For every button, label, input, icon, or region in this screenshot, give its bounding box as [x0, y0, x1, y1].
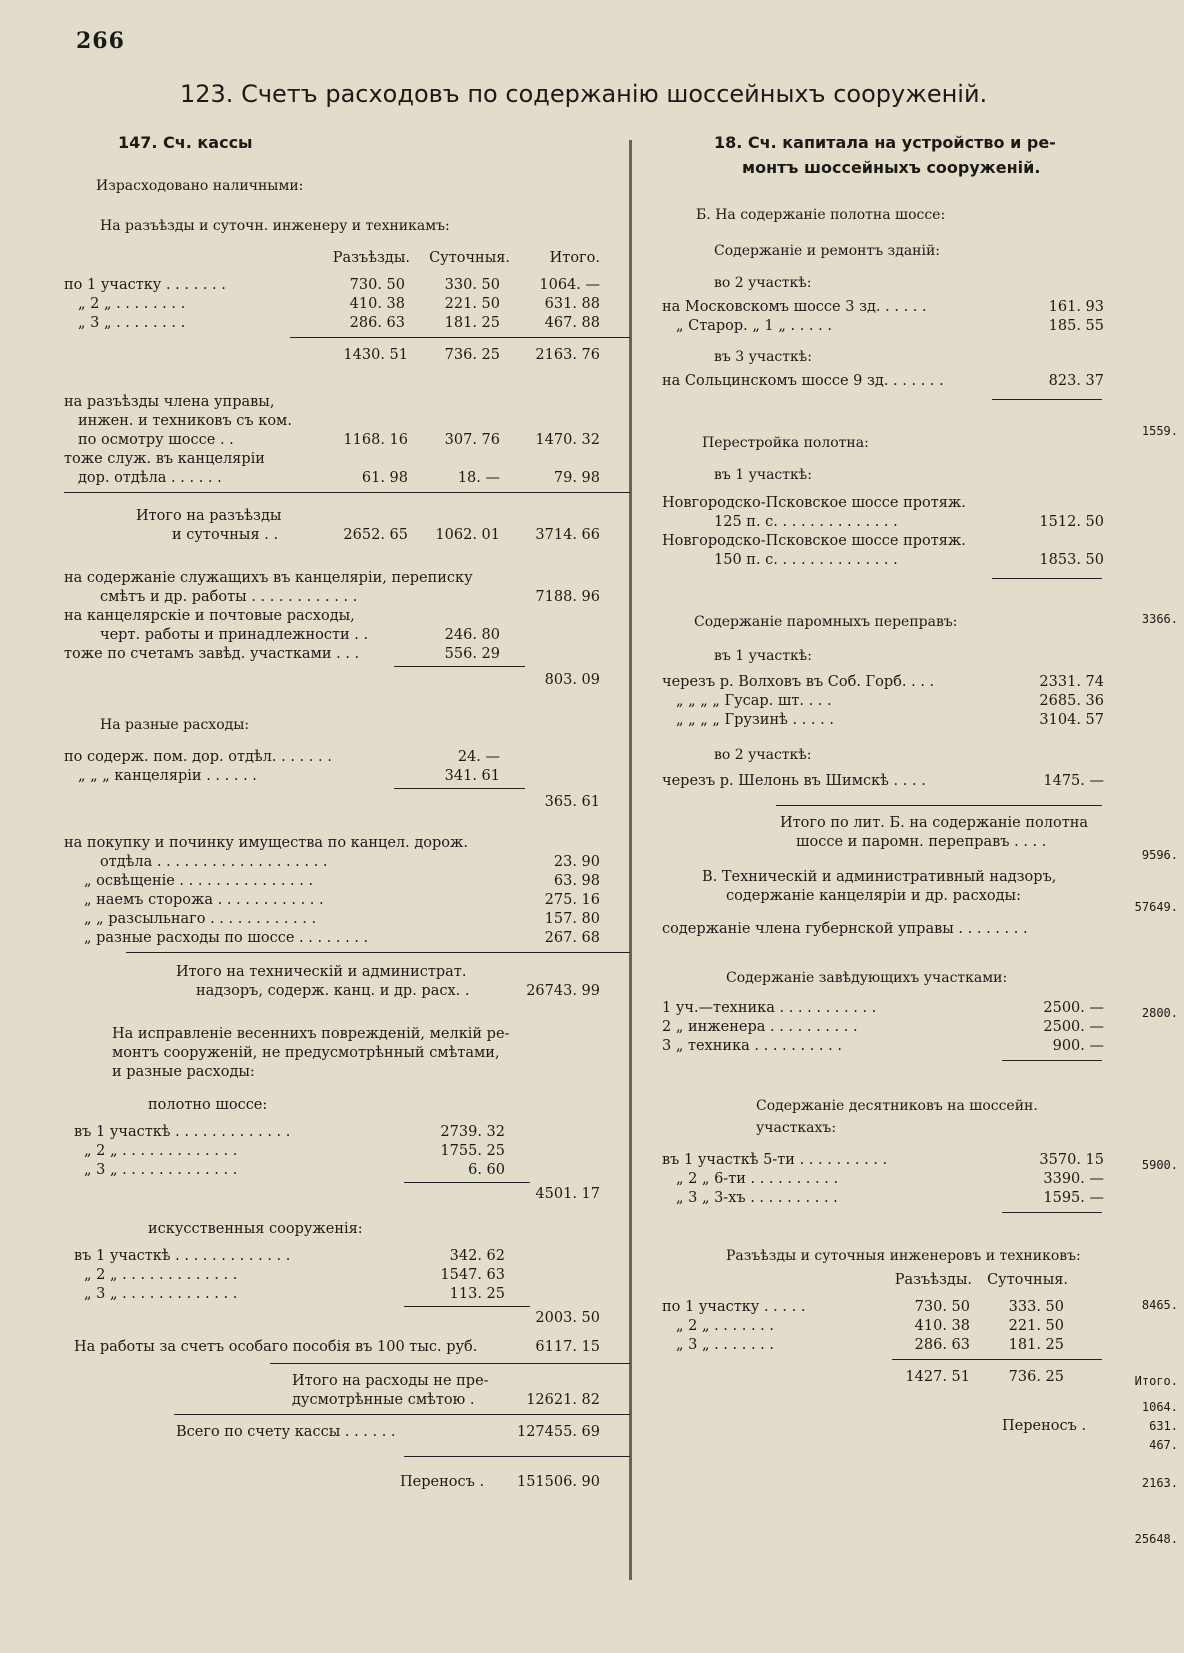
rebuild-1-line-2: 125 п. с. . . . . . . . . . . . . . 1512. 50	[714, 514, 1104, 530]
repair-line-3: и разные расходы:	[112, 1064, 255, 1080]
value: 185. 55	[1048, 318, 1104, 334]
value-total: 26743. 99	[526, 983, 600, 999]
value-daily: 307. 76	[444, 432, 500, 448]
value-total: 365. 61	[544, 794, 600, 810]
row-label: „ 2 „ . . . . . . . .	[78, 296, 186, 312]
value: 556. 29	[444, 646, 500, 662]
value-total: 79. 98	[553, 470, 600, 486]
edge-travel-total-sum: 2163.	[1141, 1476, 1178, 1490]
value-travel: 410. 38	[914, 1318, 970, 1334]
value: 1547. 63	[440, 1267, 505, 1283]
rule	[394, 666, 525, 667]
value-daily: 181. 25	[444, 315, 500, 331]
travel-header-right: Разъѣзды и суточныя инженеровъ и техниковъ:	[726, 1248, 1081, 1264]
travel-right-row-1: по 1 участку . . . . . 730. 50 333. 50	[662, 1299, 1064, 1315]
travel-header: На разъѣзды и суточн. инженеру и техникамъ:	[100, 218, 450, 234]
value-total: 7188. 96	[535, 589, 600, 605]
total-b-line-2: шоссе и паромн. переправъ . . . .	[796, 834, 1047, 850]
v-line-2: содержаніе канцеляріи и др. расходы:	[726, 888, 1021, 904]
travel-total-row	[64, 346, 630, 365]
member-line-1: на разъѣзды члена управы,	[64, 394, 275, 410]
travel-row-2	[64, 295, 630, 314]
value-total: 3714. 66	[535, 527, 600, 543]
value: 275. 16	[544, 892, 600, 908]
rule	[992, 399, 1102, 400]
travel-right-row-3: „ 3 „ . . . . . . . 286. 63 181. 25	[676, 1337, 1064, 1353]
col-header-travel: Разъѣзды.	[894, 1272, 972, 1288]
special-row: На работы за счетъ особаго пособія въ 100 тыс. руб. 6117. 15	[74, 1339, 600, 1355]
value-total: 2003. 50	[535, 1310, 600, 1326]
structures-total	[64, 1309, 630, 1328]
rule	[1002, 1212, 1102, 1213]
col-headers	[64, 249, 630, 268]
value: 1853. 50	[1039, 552, 1104, 568]
rebuild-2-line-1: Новгородско-Псковское шоссе протяж.	[662, 533, 966, 549]
unforeseen-line-2: дусмотрѣнные смѣтою . 12621. 82	[292, 1392, 600, 1408]
row-label: по 1 участку . . . . . . .	[64, 277, 226, 293]
rule	[174, 1414, 630, 1415]
v-line-1: В. Техническій и административный надзоръ,	[702, 869, 1057, 885]
structure-row-2: „ 2 „ . . . . . . . . . . . . . 1547. 63	[84, 1267, 505, 1283]
value: 3104. 57	[1039, 712, 1104, 728]
ferry-row-4: черезъ р. Шелонь въ Шимскѣ . . . . 1475. —	[662, 773, 1104, 789]
edge-sum-ferries: 9596.	[1141, 848, 1178, 862]
value: 23. 90	[553, 854, 600, 870]
value: 161. 93	[1048, 299, 1104, 315]
stationery-total	[64, 671, 630, 690]
edge-travel-total-2: 631.	[1149, 1419, 1178, 1433]
edge-carry-right: 25648.	[1134, 1532, 1178, 1546]
ferry-header: Содержаніе паромныхъ переправъ:	[694, 614, 958, 630]
road-row-3: „ 3 „ . . . . . . . . . . . . . 6. 60	[84, 1162, 505, 1178]
col-header-daily: Суточныя.	[429, 250, 510, 266]
purchase-row-3: „ наемъ сторожа . . . . . . . . . . . . 275. 16	[84, 892, 600, 908]
value: 2331. 74	[1039, 674, 1104, 690]
left-column	[64, 130, 630, 1492]
stationery-line-2: черт. работы и принадлежности . . 246. 80	[100, 627, 500, 643]
edge-col-header-total: Итого.	[1134, 1374, 1178, 1388]
edge-sum-total-b: 57649.	[1134, 900, 1178, 914]
member-line-3: по осмотру шоссе . . 1168. 16 307. 76 1470. 32	[78, 432, 600, 448]
value: 1755. 25	[440, 1143, 505, 1159]
value-travel: 730. 50	[914, 1299, 970, 1315]
value-travel: 61. 98	[361, 470, 408, 486]
right-column	[662, 130, 1102, 1436]
value: 2739. 32	[440, 1124, 505, 1140]
ferry-row-3: „ „ „ „ Грузинѣ . . . . . 3104. 57	[676, 712, 1104, 728]
office-line-2: дор. отдѣла . . . . . . 61. 98 18. — 79. 98	[78, 470, 600, 486]
travel-row-3	[64, 314, 630, 333]
value-daily: 333. 50	[1008, 1299, 1064, 1315]
value: 2685. 36	[1039, 693, 1104, 709]
misc-total	[64, 793, 630, 812]
ferry-district-2-label: во 2 участкѣ:	[714, 747, 812, 763]
total-b-line-1: Итого по лит. Б. на содержаніе полотна	[780, 815, 1089, 831]
structure-row-3: „ 3 „ . . . . . . . . . . . . . 113. 25	[84, 1286, 505, 1302]
rule	[404, 1306, 530, 1307]
total-travel-line-1: Итого на разъѣзды	[136, 508, 282, 524]
travel-right-total	[662, 1368, 1102, 1387]
value: 3570. 15	[1039, 1152, 1104, 1168]
edge-travel-total-1: 1064.	[1141, 1400, 1178, 1414]
value-total: 2163. 76	[535, 347, 600, 363]
ferry-row-1: черезъ р. Волховъ въ Соб. Горб. . . . 2331. 74	[662, 674, 1104, 690]
value: 900. —	[1052, 1038, 1104, 1054]
manager-row-2: 2 „ инженера . . . . . . . . . . 2500. —	[662, 1019, 1104, 1035]
value-total: 803. 09	[544, 672, 600, 688]
rule	[290, 337, 630, 338]
foremen-header: Содержаніе десятниковъ на шоссейн. участкахъ:	[756, 1098, 1038, 1136]
edge-sum-managers: 5900.	[1141, 1158, 1178, 1172]
rule	[126, 952, 630, 953]
road-header: полотно шоссе:	[148, 1097, 268, 1113]
value-travel: 286. 63	[349, 315, 405, 331]
building-row-3: на Сольцинскомъ шоссе 9 зд. . . . . . . 823. 37	[662, 373, 1104, 389]
road-row-1: въ 1 участкѣ . . . . . . . . . . . . . 2739. 32	[74, 1124, 505, 1140]
value-total: 631. 88	[544, 296, 600, 312]
misc-header: На разные расходы:	[100, 717, 250, 733]
col-header-total: Итого.	[549, 250, 600, 266]
repair-line-2: монтъ сооруженій, не предусмотрѣнный смѣтами,	[112, 1045, 500, 1061]
edge-sum-member: 2800.	[1141, 1006, 1178, 1020]
building-row-2: „ Старор. „ 1 „ . . . . . 185. 55	[676, 318, 1104, 334]
value-travel: 1430. 51	[343, 347, 408, 363]
foremen-row-1: въ 1 участкѣ 5-ти . . . . . . . . . . 3570. 15	[662, 1152, 1104, 1168]
value-travel: 1168. 16	[343, 432, 408, 448]
value: 113. 25	[449, 1286, 505, 1302]
purchase-row-2: „ освѣщеніе . . . . . . . . . . . . . . . 63. 98	[84, 873, 600, 889]
value-total: 1470. 32	[535, 432, 600, 448]
misc-row-2: „ „ „ канцеляріи . . . . . . 341. 61	[78, 768, 500, 784]
member-row: содержаніе члена губернской управы . . . . . . . .	[662, 921, 1028, 937]
managers-header: Содержаніе завѣдующихъ участками:	[726, 970, 1008, 986]
manager-row-3: 3 „ техника . . . . . . . . . . 900. —	[662, 1038, 1104, 1054]
row-label: „ 3 „ . . . . . . . .	[78, 315, 186, 331]
edge-travel-total-3: 467.	[1149, 1438, 1178, 1452]
value-travel: 410. 38	[349, 296, 405, 312]
value: 267. 68	[544, 930, 600, 946]
member-line-2: инжен. и техниковъ съ ком.	[78, 413, 292, 429]
value-travel: 1427. 51	[905, 1369, 970, 1385]
value-total: 4501. 17	[535, 1186, 600, 1202]
grand-total-row: Всего по счету кассы . . . . . . 127455. 69	[176, 1424, 600, 1440]
rule	[404, 1456, 630, 1457]
staff-line-2: смѣтъ и др. работы . . . . . . . . . . . . 7188. 96	[100, 589, 600, 605]
edge-sum-buildings: 1559.	[1141, 424, 1178, 438]
ferry-district-1-label: въ 1 участкѣ:	[714, 648, 812, 664]
right-column-title-1: 18. Сч. капитала на устройство и ре-	[714, 133, 1056, 152]
value-daily: 18. —	[457, 470, 500, 486]
road-total	[64, 1185, 630, 1204]
value-daily: 221. 50	[1008, 1318, 1064, 1334]
rule	[270, 1363, 630, 1364]
rebuild-2-line-2: 150 п. с. . . . . . . . . . . . . . 1853. 50	[714, 552, 1104, 568]
value-daily: 736. 25	[444, 347, 500, 363]
rule	[992, 578, 1102, 579]
value-total: 6117. 15	[535, 1339, 600, 1355]
value: 157. 80	[544, 911, 600, 927]
value: 2500. —	[1043, 1000, 1104, 1016]
value-total: 12621. 82	[526, 1392, 600, 1408]
district-3-label: въ 3 участкѣ:	[714, 349, 812, 365]
value: 823. 37	[1048, 373, 1104, 389]
rule	[776, 805, 1102, 806]
value: 63. 98	[553, 873, 600, 889]
value: 3390. —	[1043, 1171, 1104, 1187]
value-travel: 286. 63	[914, 1337, 970, 1353]
value-total: 467. 88	[544, 315, 600, 331]
col-header-daily: Суточныя.	[987, 1272, 1068, 1288]
stationery-line-1: на канцелярскіе и почтовые расходы,	[64, 608, 355, 624]
purchase-row-4: „ „ разсыльнаго . . . . . . . . . . . . 157. 80	[84, 911, 600, 927]
total-travel-line-2: и суточныя . . 2652. 65 1062. 01 3714. 66	[172, 527, 600, 543]
staff-line-1: на содержаніе служащихъ въ канцеляріи, переписку	[64, 570, 473, 586]
value: 1475. —	[1043, 773, 1104, 789]
value-total: 1064. —	[539, 277, 600, 293]
value-total: 127455. 69	[516, 1424, 600, 1440]
value-daily: 330. 50	[444, 277, 500, 293]
structures-header: искусственныя сооруженія:	[148, 1221, 363, 1237]
value: 2500. —	[1043, 1019, 1104, 1035]
value: 246. 80	[444, 627, 500, 643]
misc-row-1: по содерж. пом. дор. отдѣл. . . . . . . 24. —	[64, 749, 500, 765]
section-b-header: Б. На содержаніе полотна шоссе:	[696, 207, 946, 223]
buildings-header: Содержаніе и ремонтъ зданій:	[714, 243, 941, 259]
manager-row-1: 1 уч.—техника . . . . . . . . . . . 2500. —	[662, 1000, 1104, 1016]
value: 1595. —	[1043, 1190, 1104, 1206]
rule	[892, 1359, 1102, 1360]
unforeseen-line-1: Итого на расходы не пре-	[292, 1373, 489, 1389]
value-daily: 221. 50	[444, 296, 500, 312]
foremen-row-2: „ 2 „ 6-ти . . . . . . . . . . 3390. —	[676, 1171, 1104, 1187]
total-tech-line-2: надзоръ, содерж. канц. и др. расх. . 26743. 99	[196, 983, 600, 999]
district-2-label: во 2 участкѣ:	[714, 275, 812, 291]
rule	[1002, 1060, 1102, 1061]
travel-row-1	[64, 276, 630, 295]
edge-sum-foremen: 8465.	[1141, 1298, 1178, 1312]
rule	[64, 492, 630, 493]
district-1-label: въ 1 участкѣ:	[714, 467, 812, 483]
district-line: тоже по счетамъ завѣд. участками . . . 556. 29	[64, 646, 500, 662]
travel-right-row-2: „ 2 „ . . . . . . . 410. 38 221. 50	[676, 1318, 1064, 1334]
purchase-row-1: отдѣла . . . . . . . . . . . . . . . . . . . 23. 90	[100, 854, 600, 870]
value-daily: 1062. 01	[435, 527, 500, 543]
value: 24. —	[457, 749, 500, 765]
office-line-1: тоже служ. въ канцеляріи	[64, 451, 265, 467]
rule	[394, 788, 525, 789]
carry-row-right: Переносъ .	[1002, 1418, 1087, 1434]
road-row-2: „ 2 „ . . . . . . . . . . . . . 1755. 25	[84, 1143, 505, 1159]
page-number: 266	[76, 28, 125, 54]
foremen-row-3: „ 3 „ 3-хъ . . . . . . . . . . 1595. —	[676, 1190, 1104, 1206]
repair-line-1: На исправленіе весеннихъ поврежденій, мелкій ре-	[112, 1026, 510, 1042]
value-travel: 730. 50	[349, 277, 405, 293]
carry-row: Переносъ . 151506. 90	[400, 1474, 600, 1490]
building-row-1: на Московскомъ шоссе 3 зд. . . . . . 161. 93	[662, 299, 1104, 315]
rule	[404, 1182, 530, 1183]
value-daily: 736. 25	[1008, 1369, 1064, 1385]
value-total: 151506. 90	[516, 1474, 600, 1490]
edge-sum-rebuild: 3366.	[1141, 612, 1178, 626]
total-tech-line-1: Итого на техническій и администрат.	[176, 964, 467, 980]
page-title: 123. Счетъ расходовъ по содержанію шоссейныхъ сооруженій.	[180, 80, 988, 108]
value-daily: 181. 25	[1008, 1337, 1064, 1353]
value: 342. 62	[449, 1248, 505, 1264]
purchase-row-5: „ разные расходы по шоссе . . . . . . . . 267. 68	[84, 930, 600, 946]
value: 341. 61	[444, 768, 500, 784]
spent-cash-label: Израсходовано наличными:	[96, 178, 304, 194]
ferry-row-2: „ „ „ „ Гусар. шт. . . . 2685. 36	[676, 693, 1104, 709]
left-column-title: 147. Сч. кассы	[118, 133, 253, 152]
value-travel: 2652. 65	[343, 527, 408, 543]
col-headers-right	[662, 1271, 1102, 1290]
purchase-line: на покупку и починку имущества по канцел. дорож.	[64, 835, 468, 851]
right-column-title-2: монтъ шоссейныхъ сооруженій.	[742, 158, 1041, 177]
value: 6. 60	[468, 1162, 505, 1178]
structure-row-1: въ 1 участкѣ . . . . . . . . . . . . . 342. 62	[74, 1248, 505, 1264]
value: 1512. 50	[1039, 514, 1104, 530]
rebuild-1-line-1: Новгородско-Псковское шоссе протяж.	[662, 495, 966, 511]
col-header-travel: Разъѣзды.	[332, 250, 410, 266]
rebuild-header: Перестройка полотна:	[702, 435, 869, 451]
